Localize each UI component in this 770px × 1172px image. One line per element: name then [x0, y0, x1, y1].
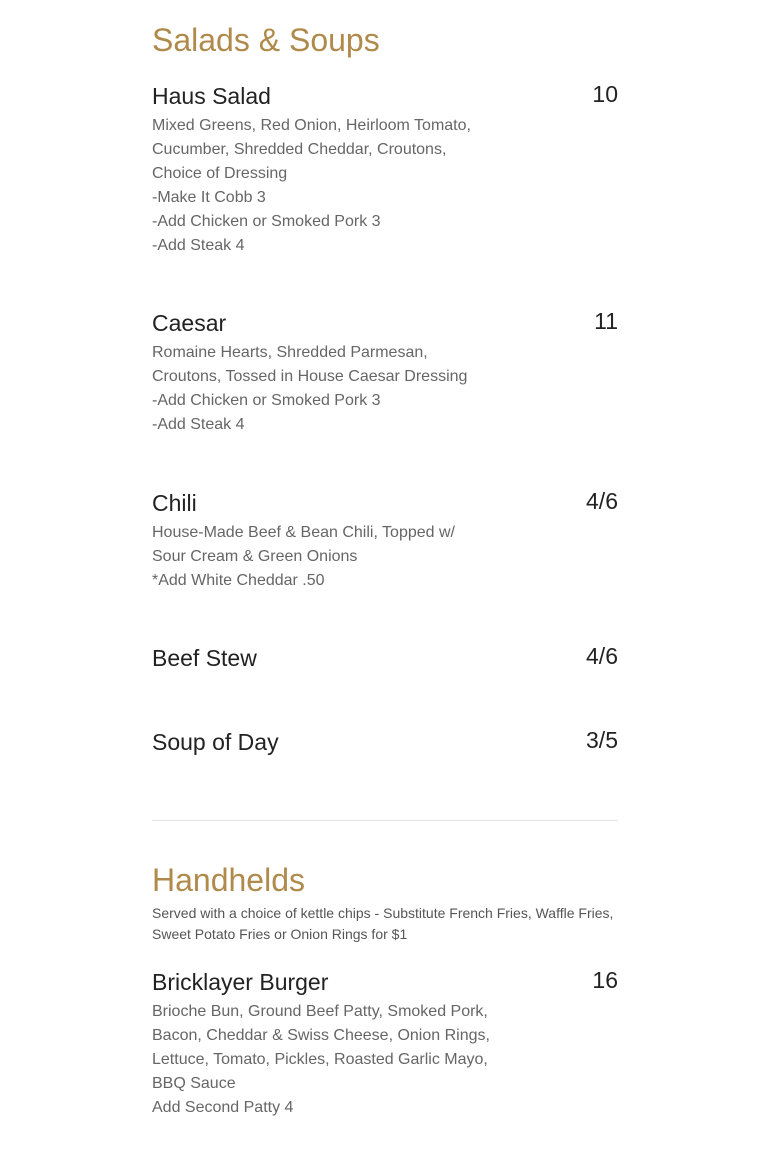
- item-price: 4/6: [586, 488, 618, 514]
- menu-item-bricklayer-burger: [152, 967, 618, 1120]
- item-description: Mixed Greens, Red Onion, Heirloom Tomato, Cucumber, Shredded Cheddar, Croutons, Choice of Dressing -Make It Cobb 3 -Add Chicken or Smoked Pork 3 -Add Steak 4: [152, 117, 471, 254]
- menu-item-chili: [152, 488, 618, 593]
- item-name: Haus Salad: [152, 83, 271, 109]
- section-note: Served with a choice of kettle chips - Substitute French Fries, Waffle Fries, Sweet Potato Fries or Onion Rings for $1: [152, 905, 614, 942]
- section-title-salads-soups: Salads & Soups: [152, 22, 380, 58]
- menu-item-soup-of-day: [152, 727, 618, 757]
- section-title-handhelds: Handhelds: [152, 862, 305, 898]
- item-name: Beef Stew: [152, 645, 257, 671]
- item-name: Chili: [152, 490, 197, 516]
- item-name: Caesar: [152, 310, 227, 336]
- item-price: 16: [592, 967, 618, 993]
- menu-item-beef-stew: [152, 643, 618, 673]
- menu-item-caesar: [152, 308, 618, 437]
- item-description: Brioche Bun, Ground Beef Patty, Smoked Pork, Bacon, Cheddar & Swiss Cheese, Onion Rings, Lettuce, Tomato, Pickles, Roasted Garlic Mayo, BBQ Sauce Add Second Patty 4: [152, 1003, 490, 1116]
- item-price: 4/6: [586, 643, 618, 669]
- item-price: 3/5: [586, 727, 618, 753]
- item-name: Soup of Day: [152, 729, 279, 755]
- item-description: Romaine Hearts, Shredded Parmesan, Croutons, Tossed in House Caesar Dressing -Add Chicken or Smoked Pork 3 -Add Steak 4: [152, 344, 468, 433]
- item-price: 11: [594, 308, 618, 334]
- item-price: 10: [592, 81, 618, 107]
- menu-item-haus-salad: [152, 81, 618, 258]
- section-divider: [152, 820, 618, 821]
- item-name: Bricklayer Burger: [152, 969, 329, 995]
- item-description: House-Made Beef & Bean Chili, Topped w/ Sour Cream & Green Onions *Add White Cheddar .50: [152, 524, 455, 589]
